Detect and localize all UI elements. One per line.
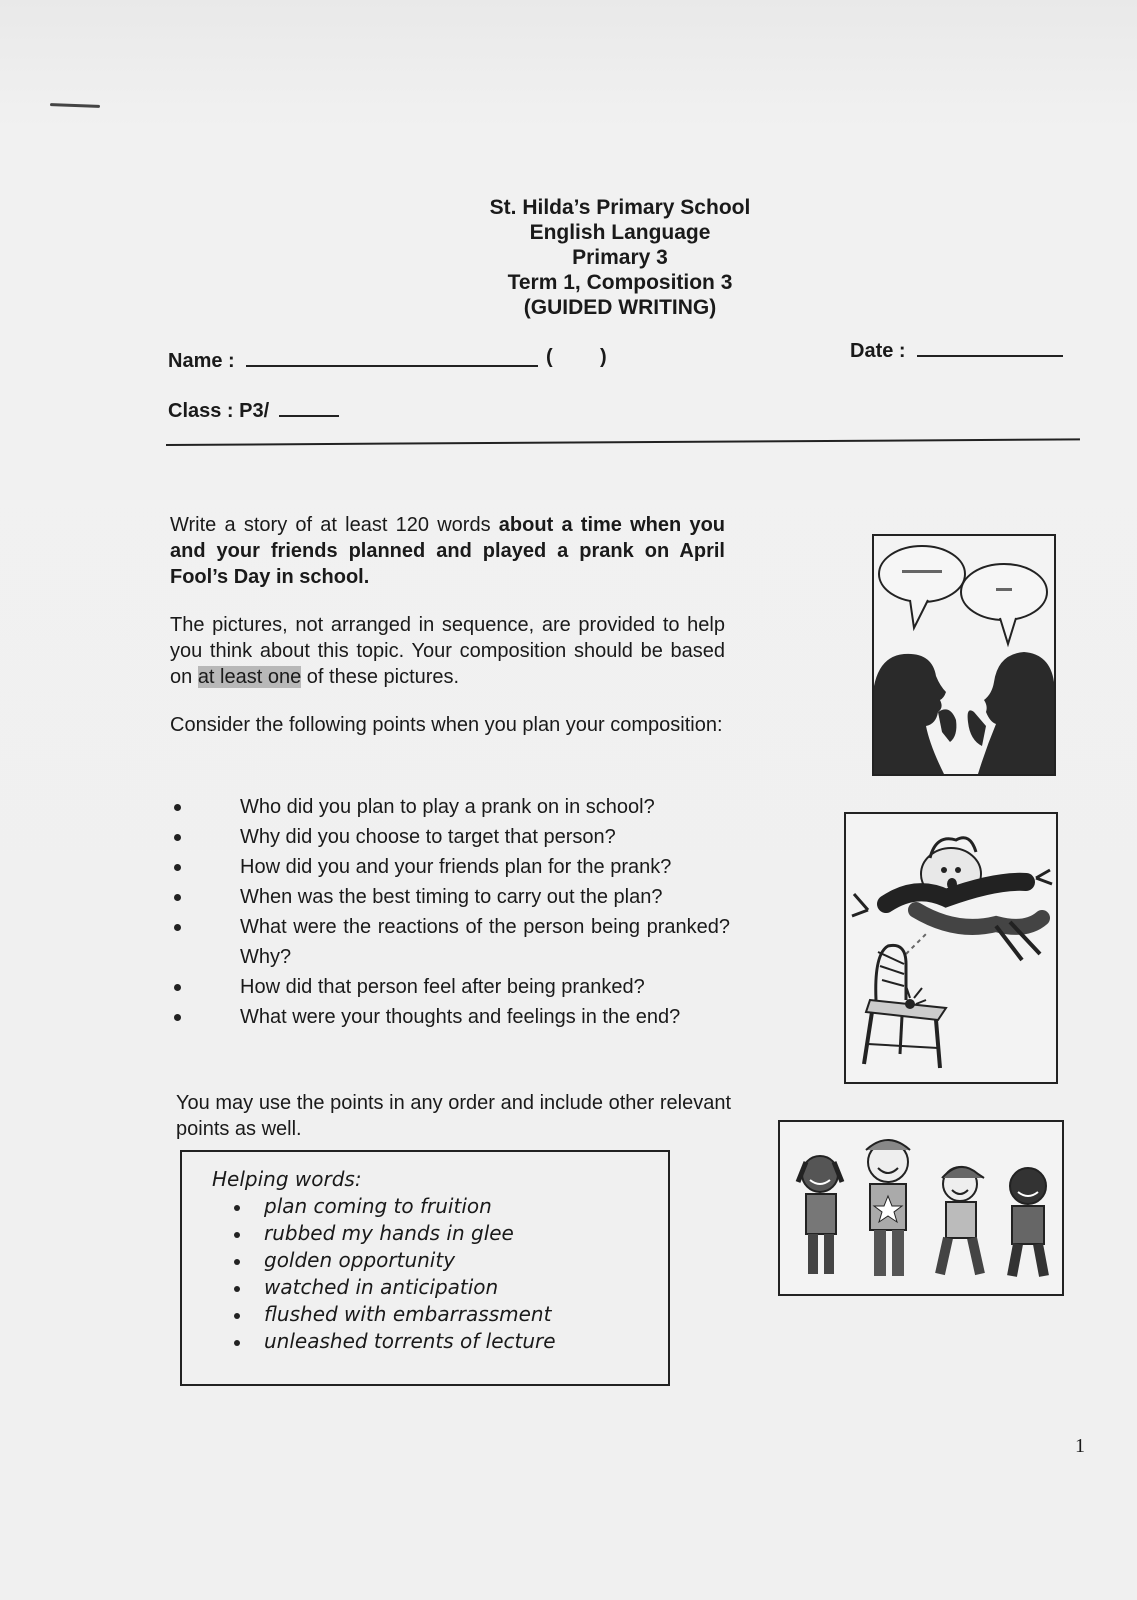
- list-item: plan coming to fruition: [232, 1193, 556, 1220]
- list-item: Who did you plan to play a prank on in school?: [170, 792, 730, 822]
- name-field: [168, 350, 538, 373]
- helping-words-title: Helping words:: [212, 1167, 362, 1191]
- consider-text: Consider the following points when you plan your composition:: [170, 714, 723, 736]
- task-bold: about a time when you and your friends planned and played a prank on April Fool’s Day in school.: [170, 514, 725, 588]
- header-divider: [166, 438, 1080, 446]
- helping-words-box: [180, 1150, 670, 1386]
- list-item: What were the reactions of the person being pranked? Why?: [170, 912, 730, 972]
- task-instruction: [170, 512, 725, 590]
- guiding-points-list: [170, 792, 730, 1032]
- class-label: Class : P3/: [168, 400, 270, 422]
- list-item: When was the best timing to carry out the plan?: [170, 882, 730, 912]
- class-blank[interactable]: [279, 415, 339, 417]
- list-item: How did you and your friends plan for the prank?: [170, 852, 730, 882]
- list-item: watched in anticipation: [232, 1274, 556, 1301]
- page-number: 1: [1075, 1435, 1085, 1457]
- term: Term 1, Composition 3: [507, 271, 733, 294]
- falling-teacher-picture: [844, 812, 1058, 1084]
- date-field: [850, 340, 1063, 363]
- whisper-illustration: [874, 536, 1054, 774]
- highlighted-phrase: at least one: [197, 666, 302, 688]
- subject: English Language: [529, 221, 711, 244]
- composition-type: (GUIDED WRITING): [523, 296, 717, 319]
- date-blank[interactable]: [917, 355, 1063, 357]
- laughing-children-picture: [778, 1120, 1064, 1296]
- list-item: golden opportunity: [232, 1247, 556, 1274]
- list-item: rubbed my hands in glee: [232, 1220, 556, 1247]
- list-item: What were your thoughts and feelings in the end?: [170, 1002, 730, 1032]
- closing-note: You may use the points in any order and include other relevant points as well.: [176, 1092, 731, 1140]
- whispering-silhouettes-picture: [872, 534, 1056, 776]
- pictures-text-before: The pictures, not arranged in sequence, are provided to help you think about this topic. Your composition should be based on: [170, 614, 725, 688]
- name-blank[interactable]: [246, 365, 538, 367]
- list-item: unleashed torrents of lecture: [232, 1328, 556, 1355]
- page-header: [440, 195, 800, 320]
- staple-mark: [50, 103, 100, 108]
- register-paren-open: (: [546, 346, 553, 368]
- class-field: [168, 400, 339, 423]
- children-illustration: [780, 1122, 1062, 1294]
- pictures-text-after: of these pictures.: [301, 666, 460, 688]
- list-item: Why did you choose to target that person?: [170, 822, 730, 852]
- register-paren-close: ): [600, 346, 607, 368]
- list-item: How did that person feel after being pranked?: [170, 972, 730, 1002]
- date-label: Date :: [850, 340, 906, 362]
- list-item: flushed with embarrassment: [232, 1301, 556, 1328]
- name-label: Name :: [168, 350, 235, 372]
- level: Primary 3: [572, 246, 668, 269]
- pictures-note: [170, 612, 725, 690]
- helping-words-list: [232, 1193, 556, 1355]
- school-name: St. Hilda’s Primary School: [489, 196, 751, 219]
- falling-illustration: [846, 814, 1056, 1082]
- task-plain: Write a story of at least 120 words: [170, 514, 499, 536]
